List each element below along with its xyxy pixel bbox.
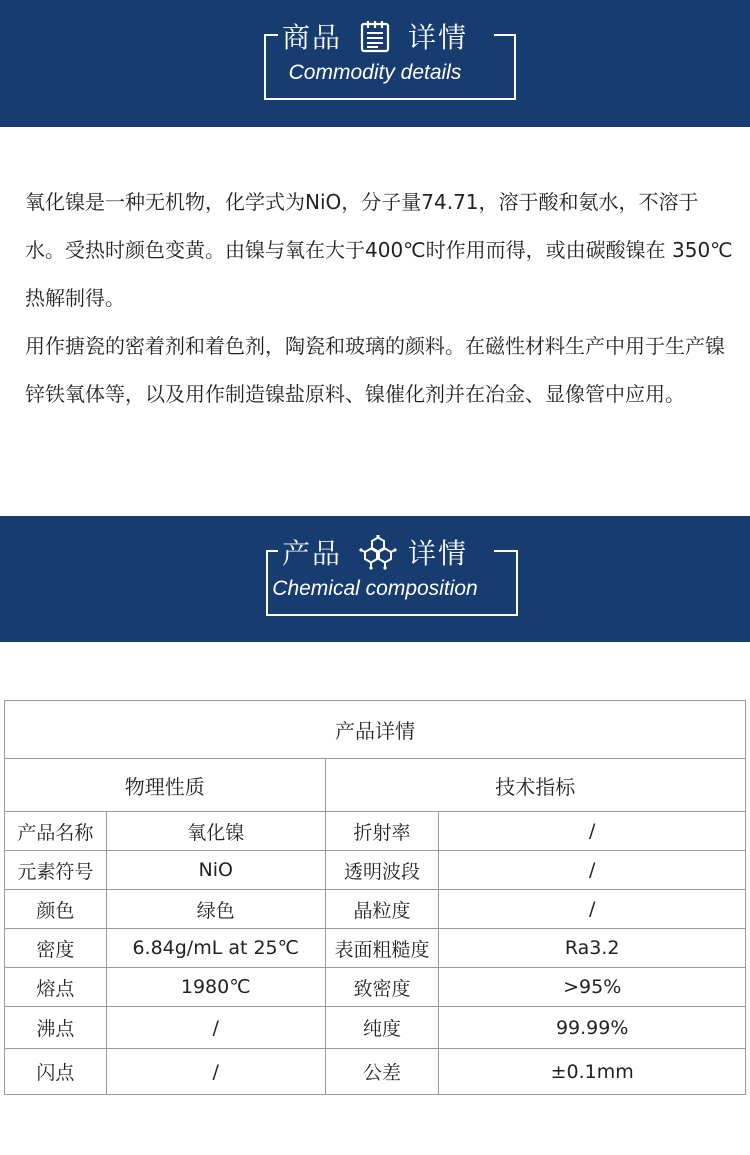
section1-title-left: 商品 [278,16,346,56]
prop-label: 熔点 [5,968,107,1007]
notepad-icon [358,19,392,53]
section2-title-right: 详情 [404,532,472,572]
prop-value: 1980℃ [106,968,325,1007]
prop-label: 产品名称 [5,812,107,851]
prop-value: 6.84g/mL at 25℃ [106,929,325,968]
table-row [5,968,746,1007]
prop-value: NiO [106,851,325,890]
product-spec-table [4,700,746,1095]
table-row [5,851,746,890]
table-row [5,1007,746,1049]
spec-value: >95% [439,968,746,1007]
spec-value: Ra3.2 [439,929,746,968]
table-title: 产品详情 [5,701,746,759]
description-paragraph-2: 用作搪瓷的密着剂和着色剂，陶瓷和玻璃的颜料。在磁性材料生产中用于生产镍锌铁氧体等，以及用作制造镍盐原料、镍催化剂并在冶金、显像管中应用。 [25,334,725,406]
section1-title-right: 详情 [404,16,472,56]
prop-value: 氧化镍 [106,812,325,851]
header-physical-properties: 物理性质 [5,759,326,812]
prop-label: 密度 [5,929,107,968]
table-row [5,890,746,929]
prop-label: 沸点 [5,1007,107,1049]
prop-value: / [106,1049,325,1095]
spec-label: 折射率 [325,812,439,851]
spec-value: ±0.1mm [439,1049,746,1095]
table-row [5,812,746,851]
section1-subtitle: Commodity details [288,61,462,84]
spec-label: 晶粒度 [325,890,439,929]
table-row [5,1049,746,1095]
commodity-details-title [0,14,750,58]
description-paragraph-1: 氧化镍是一种无机物，化学式为NiO，分子量74.71，溶于酸和氨水，不溶于水。受热时颜色变黄。由镍与氧在大于400℃时作用而得，或由碳酸镍在 350℃热解制得。 [25,190,733,310]
spec-label: 致密度 [325,968,439,1007]
chemical-composition-title [0,530,750,574]
prop-label: 闪点 [5,1049,107,1095]
spec-label: 纯度 [325,1007,439,1049]
prop-value: / [106,1007,325,1049]
section2-title-left: 产品 [278,532,346,572]
prop-label: 颜色 [5,890,107,929]
prop-label: 元素符号 [5,851,107,890]
header-technical-specs: 技术指标 [325,759,745,812]
table-row [5,929,746,968]
section2-subtitle: Chemical composition [272,577,478,600]
spec-value: / [439,851,746,890]
spec-value: / [439,812,746,851]
table-title-row [5,701,746,759]
spec-label: 透明波段 [325,851,439,890]
spec-value: / [439,890,746,929]
spec-label: 表面粗糙度 [325,929,439,968]
molecule-icon [358,535,392,569]
spec-value: 99.99% [439,1007,746,1049]
product-description [25,178,737,418]
table-header-row [5,759,746,812]
spec-label: 公差 [325,1049,439,1095]
prop-value: 绿色 [106,890,325,929]
